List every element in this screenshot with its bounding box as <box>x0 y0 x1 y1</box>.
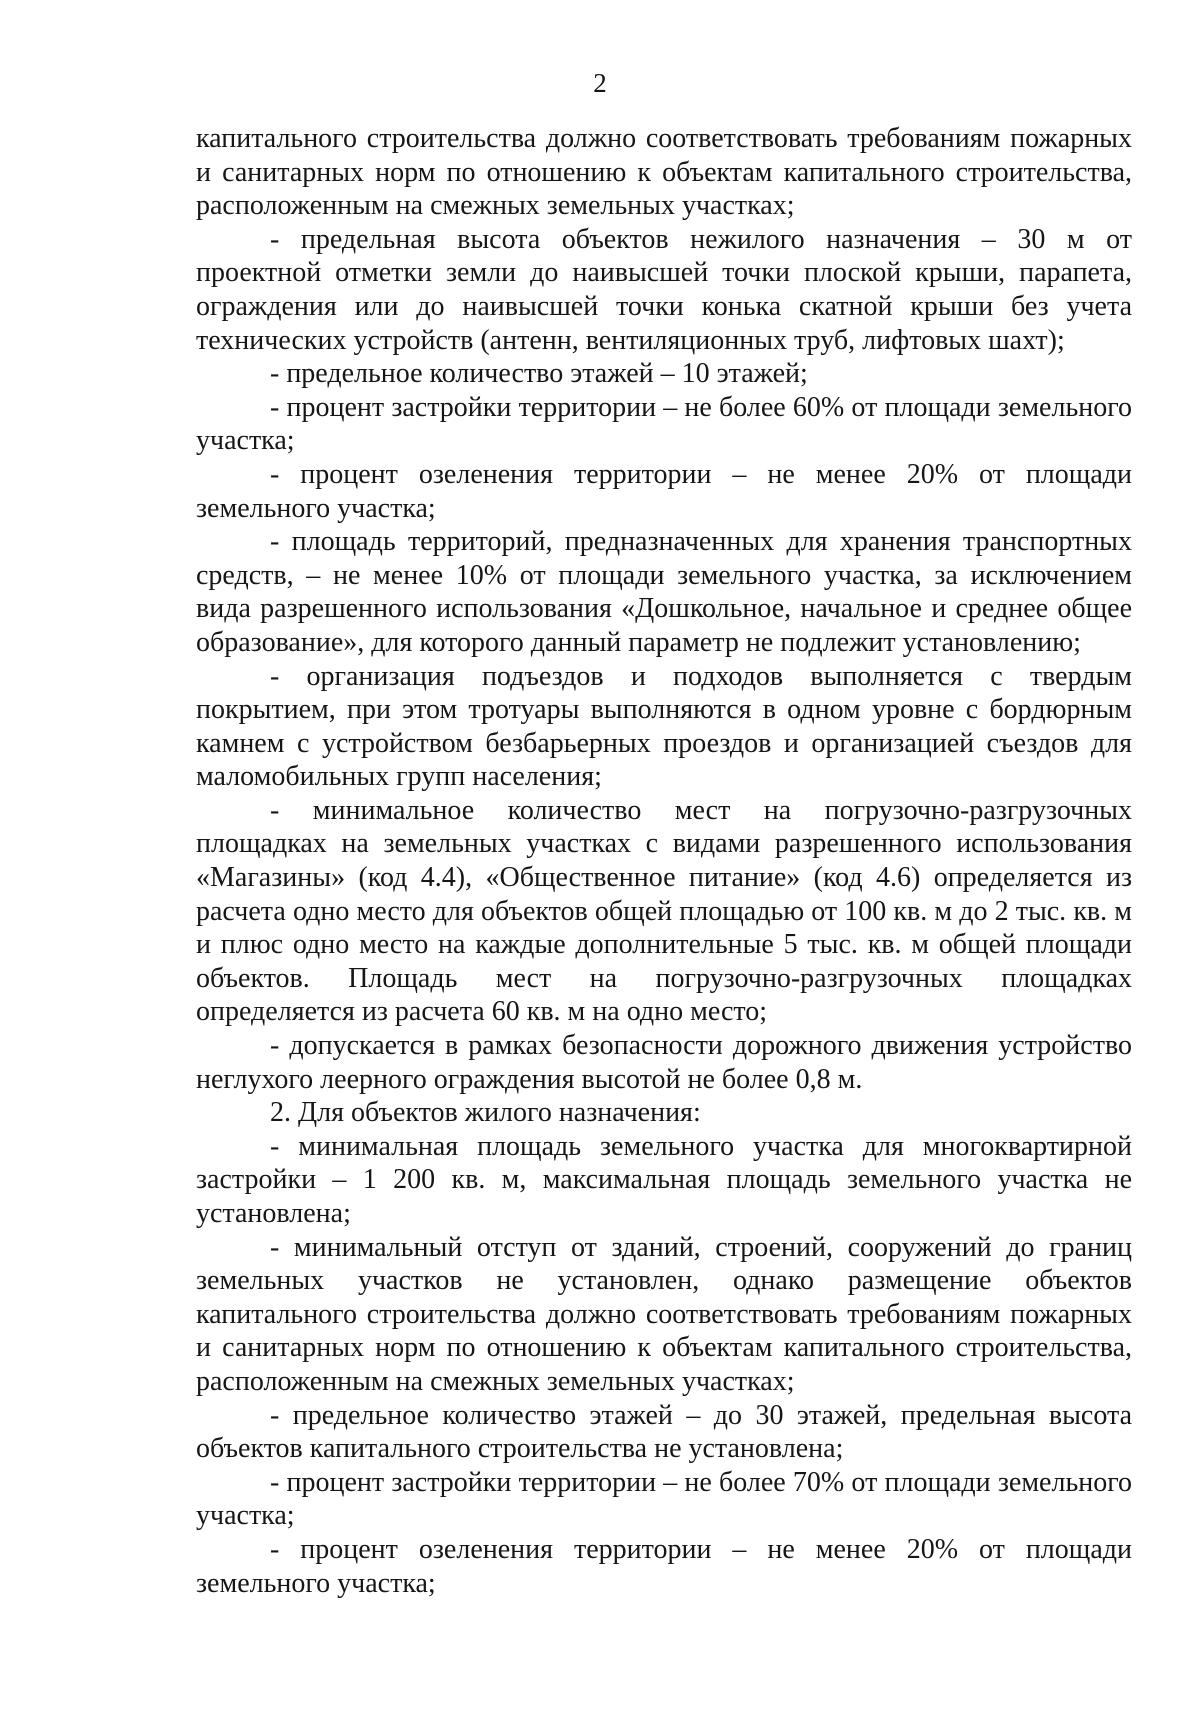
paragraph-landscaping-residential: - процент озеленения территории – не менее 20% от площади земельного участка; <box>196 1533 1132 1599</box>
paragraph-building-coverage-residential: - процент застройки территории – не более 70% от площади земельного участка; <box>196 1466 1132 1532</box>
paragraph-railing: - допускается в рамках безопасности дорожного движения устройство неглухого леерного ограждения высотой не более 0,8 м. <box>196 1030 1132 1095</box>
paragraph-access-roads: - организация подъездов и подходов выполняется с твердым покрытием, при этом тротуары выполняются в одном уровне с бордюрным камнем с устройством безбарьерных проездов и организацией съездов для маломобильных групп населения; <box>196 660 1132 793</box>
paragraph-max-floors-residential: - предельное количество этажей – до 30 этажей, предельная высота объектов капитального строительства не установлена; <box>196 1399 1132 1465</box>
paragraph-min-setback: - минимальный отступ от зданий, строений, сооружений до границ земельных участков не установлен, однако размещение объектов капитального строительства должно соответствовать требованиям пожарных и санитарных норм по отношению к объектам капитального строительства, расположенным на смежных земельных участках; <box>196 1231 1132 1397</box>
document-body <box>196 122 1132 1600</box>
page-number: 2 <box>593 68 607 98</box>
paragraph-vehicle-storage: - площадь территорий, предназначенных для хранения транспортных средств, – не менее 10% от площади земельного участка, за исключением вида разрешенного использования «Дошкольное, начальное и среднее общее образование», для которого данный параметр не подлежит установлению; <box>196 526 1132 658</box>
section-heading-residential: 2. Для объектов жилого назначения: <box>270 1097 701 1129</box>
paragraph-min-plot-area: - минимальная площадь земельного участка для многоквартирной застройки – 1 200 кв. м, максимальная площадь земельного участка не установлена; <box>196 1130 1132 1229</box>
paragraph-loading-areas: - минимальное количество мест на погрузочно-разгрузочных площадках на земельных участках с видами разрешенного использования «Магазины» (код 4.4), «Общественное питание» (код 4.6) определяется из расчета одно место для объектов общей площадью от 100 кв. м до 2 тыс. кв. м и плюс одно место на каждые дополнительные 5 тыс. кв. м общей площади объектов. Площадь мест на погрузочно-разгрузочных площадках определяется из расчета 60 кв. м на одно место; <box>196 794 1132 1028</box>
paragraph-building-coverage: - процент застройки территории – не более 60% от площади земельного участка; <box>196 391 1132 457</box>
paragraph-max-floors: - предельное количество этажей – 10 этажей; <box>270 358 808 390</box>
paragraph-continuation: капитального строительства должно соответствовать требованиям пожарных и санитарных норм по отношению к объектам капитального строительства, расположенным на смежных земельных участках; <box>196 123 1132 222</box>
paragraph-landscaping: - процент озеленения территории – не менее 20% от площади земельного участка; <box>196 458 1132 524</box>
paragraph-max-height-nonresidential: - предельная высота объектов нежилого назначения – 30 м от проектной отметки земли до наивысшей точки плоской крыши, парапета, ограждения или до наивысшей точки конька скатной крыши без учета технических устройств (антенн, вентиляционных труб, лифтовых шахт); <box>196 223 1132 356</box>
